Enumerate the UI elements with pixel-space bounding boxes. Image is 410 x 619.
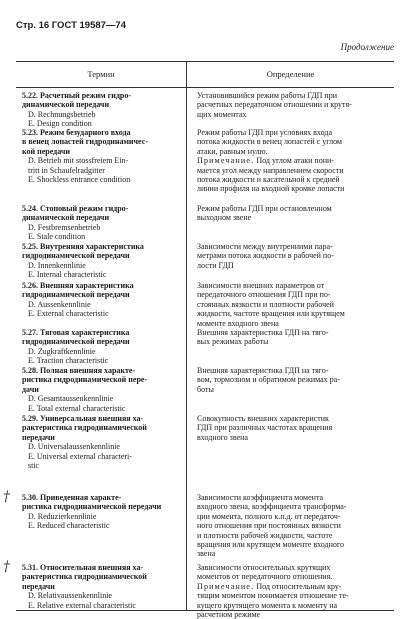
continuation-label: Продолжение — [340, 42, 394, 52]
term-5-31: 5.31. Относительная внешняя ха- рактеристика гидродинамической передачи D. Relativaussenkennlinie E. Relative external characteristic — [22, 563, 147, 610]
definition-5-30: Зависимости коэффициента момента входного звена, коэффициента трансформа- ции момента, полного к.п.д. от передаточ- ного отношения при постоянных вязкости и плотности рабочей жидкости, частоте вращения или крутящем моменте входного звена — [197, 493, 347, 559]
definition-5-24: Режим работы ГДП при остановленном выходном звене — [197, 204, 332, 223]
column-header-term: Термин — [87, 69, 115, 79]
column-divider — [186, 61, 187, 611]
definition-5-26: Зависимости внешних параметров от передаточного отношения ГДП при по- стоянных вязкости и плотности рабочей жидкости, частоте вращения или крутящем моменте входного звена — [197, 281, 345, 328]
note-label: Примечание. — [197, 156, 255, 166]
term-5-27: 5.27. Тяговая характеристика гидродинамической передачи D. Zugkraftkennlinie E. Traction characteristic — [22, 328, 130, 366]
term-5-22: 5.22. Расчетный режим гидро- динамической передачи D. Rechnungsbetrieb E. Design condition — [22, 91, 131, 129]
definition-5-28: Внешняя характеристика ГДП на тяго- вом, тормозном и обратимом режимах ра- боты — [197, 366, 340, 394]
term-5-25: 5.25. Внутренняя характеристика гидродинамической передачи D. Innenkennlinie E. Internal characteristic — [22, 242, 144, 280]
definition-5-27: Внешняя характеристика ГДП на тяго- вых режимах работы — [197, 328, 329, 347]
page-header: Стр. 16 ГОСТ 19587—74 — [16, 20, 127, 31]
definition-5-31: Зависимости относительных крутящих моментов от передаточного отношения. Примечание. Под относительным кру- тящим моментом понимается отношение те- кущего крутящего момента к моменту на расчетном режиме — [197, 563, 349, 619]
term-5-30: 5.30. Приведенная характе- ристика гидродинамической передачи D. Reduzierkennlinie E. Reduced characteristic — [22, 493, 162, 531]
term-5-24: 5.24. Стоповый режим гидро- динамической передачи D. Festbremsenbetrieb E. Stale condition — [22, 204, 129, 242]
definition-5-23: Режим работы ГДП при условиях входа потока жидкости в венец лопастей с углом атаки, равным нулю. Примечание. Под углом атаки пони- мается угол между направлением скорости потока жидкости и касательной к средней линии профиля на входной кромке лопасти — [197, 128, 345, 194]
note-label: Примечание. — [197, 581, 255, 591]
term-5-23: 5.23. Режим безударного входа в венец лопастей гидродинамичес- кой передачи D. Betrieb mit stossfreiem Ein- tritt in Schaufelradgitter E. Shockless entrance condition — [22, 128, 148, 185]
definition-5-29: Совокупность внешних характеристик ГДП при различных частотах вращения входного звена — [197, 414, 333, 442]
term-5-29: 5.29. Универсальная внешняя ха- рактеристика гидродинамической передачи D. Universalaussenkennlinie E. Universal external characteri- stic — [22, 414, 147, 471]
column-header-definition: Определение — [266, 69, 315, 79]
table-header-rule — [16, 87, 394, 88]
terms-table — [3, 61, 394, 619]
margin-correction-mark: † — [3, 559, 10, 575]
definition-5-22: Установившийся режим работы ГДП при расчетных передаточном отношении и крутя- щих моментах — [197, 91, 352, 119]
definition-5-25: Зависимости между внутренними пара- метрами потока жидкости в рабочей по- лости ГДП — [197, 242, 334, 270]
term-5-26: 5.26. Внешняя характеристика гидродинамической передачи D. Aussenkennlinie E. External characteristic — [22, 281, 134, 319]
margin-correction-mark: † — [3, 489, 10, 505]
term-5-28: 5.28. Полная внешняя характе- ристика гидродинамической пере- дачи D. Gesamtaussenkennlinie E. Total external characteristic — [22, 366, 148, 413]
